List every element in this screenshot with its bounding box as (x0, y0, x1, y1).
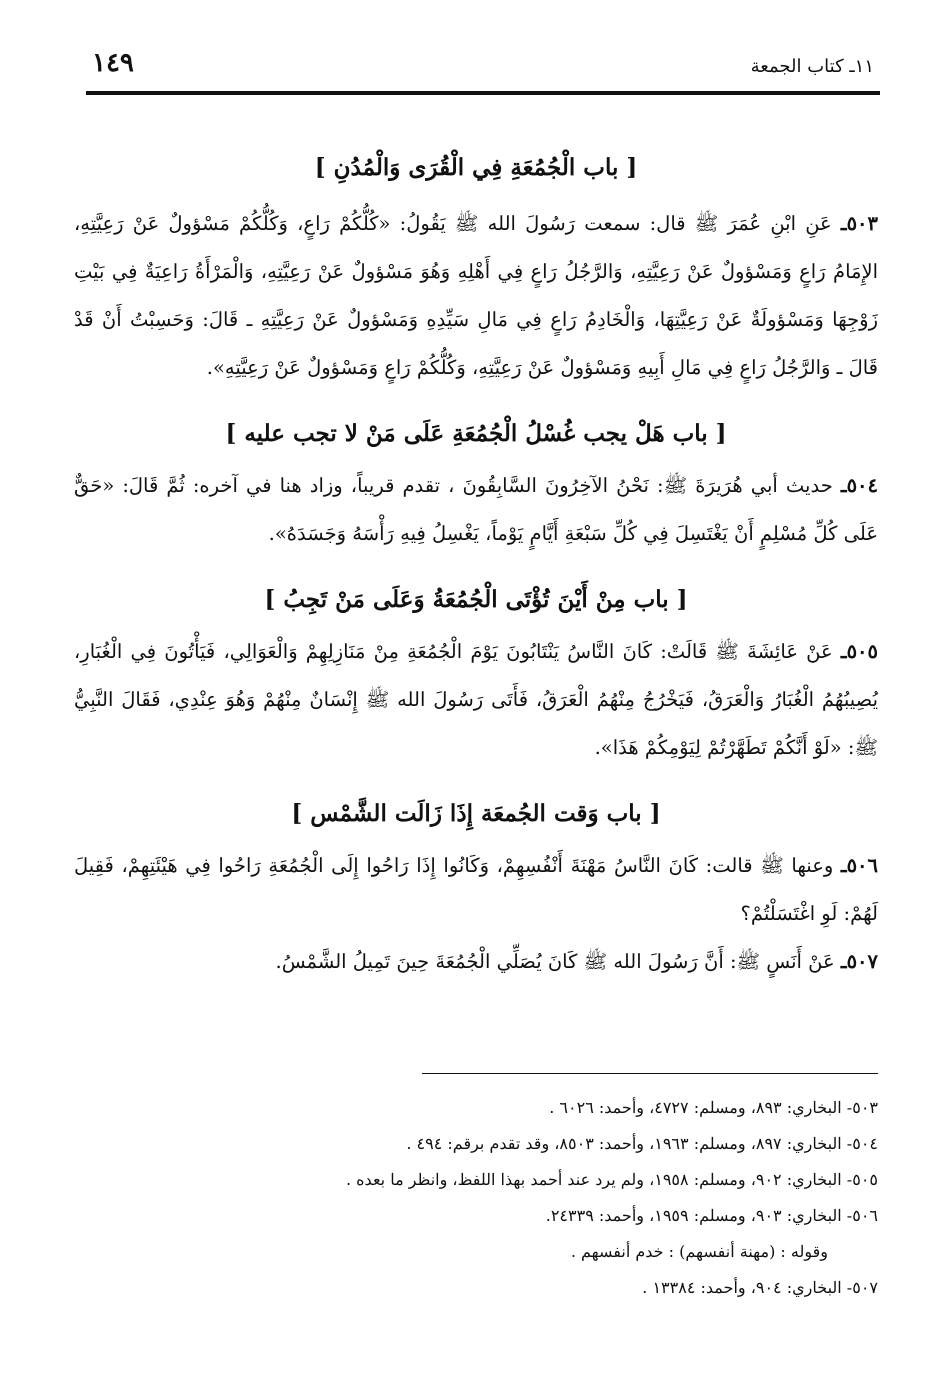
hadith-number: ٥٠٤ـ (840, 474, 878, 497)
hadith-number: ٥٠٣ـ (840, 212, 878, 235)
hadith-number: ٥٠٦ـ (840, 854, 878, 877)
hadith-paragraph (74, 628, 878, 772)
hadith-paragraph (74, 842, 878, 938)
chapter-heading: [ باب هَلْ يجب غُسْلُ الْجُمُعَةِ عَلَى مَنْ لا تجب عليه ] (225, 420, 727, 447)
hadith-paragraph (74, 462, 878, 558)
footnote: ٥٠٦- البخاري: ٩٠٣، ومسلم: ١٩٥٩، وأحمد: ٢٤٣٣٩. (545, 1206, 878, 1225)
hadith-text: عَنْ أَنَسٍ ﷺ: أَنَّ رَسُولَ الله ﷺ كَانَ يُصَلِّي الْجُمُعَةَ حِينَ تَمِيلُ الشَّمْسُ. (275, 950, 835, 973)
hadith-number: ٥٠٥ـ (840, 640, 878, 663)
footnote: ٥٠٧- البخاري: ٩٠٤، وأحمد: ١٣٣٨٤ . (642, 1278, 878, 1297)
footnote: ٥٠٤- البخاري: ٨٩٧، ومسلم: ١٩٦٣، وأحمد: ٨٥٠٣، وقد تقدم برقم: ٤٩٤ . (406, 1134, 878, 1153)
hadith-text: حديث أبي هُرَيرَةَ ﷺ: نَحْنُ الآخِرُونَ السَّابِقُونَ ، تقدم قريباً، وزاد هنا في آخره: ثُمَّ قَالَ: «حَقٌّ عَلَى كُلِّ مُسْلِمٍ أَنْ يَغْتَسِلَ فِي كُلِّ سَبْعَةِ أَيَّامٍ يَوْماً، يَغْسِلُ فِيهِ رَأْسَهُ وَجَسَدَهُ». (74, 474, 878, 545)
footnotes (86, 1090, 878, 1306)
main-text (74, 140, 878, 986)
footnote: ٥٠٥- البخاري: ٩٠٢، ومسلم: ١٩٥٨، ولم يرد عند أحمد بهذا اللفظ، وانظر ما بعده . (346, 1170, 878, 1189)
header-rule (86, 91, 880, 95)
hadith-text: وعنها ﷺ قالت: كَانَ النَّاسُ مَهْنَةَ أَنْفُسِهِمْ، وَكَانُوا إِذَا رَاحُوا إِلَى الْجُمُعَةِ رَاحُوا فِي هَيْئَتِهِمْ، فَقِيلَ لَهُمْ: لَوِ اغْتَسَلْتُمْ؟ (74, 854, 878, 925)
footnote-rule (422, 1073, 878, 1074)
hadith-paragraph (74, 200, 878, 392)
page-header (86, 48, 878, 90)
running-title: ١١ـ كتاب الجمعة (750, 56, 874, 77)
hadith-text: عَنِ ابْنِ عُمَرَ ﷺ قال: سمعت رَسُولَ الله ﷺ يَقُولُ: «كُلُّكُمْ رَاعٍ، وَكُلُّكُمْ مَسْؤولٌ عَنْ رَعِيَّتِهِ، الإِمَامُ رَاعٍ وَمَسْؤولٌ عَنْ رَعِيَّتِهِ، وَالرَّجُلُ رَاعٍ فِي أَهْلِهِ وَهُوَ مَسْؤولٌ عَنْ رَعِيَّتِهِ، وَالْمَرْأَةُ رَاعِيَةٌ فِي بَيْتِ زَوْجِهَا وَمَسْؤولَةٌ عَنْ رَعِيَّتِهَا، وَالْخَادِمُ رَاعٍ فِي مَالِ سَيِّدِهِ وَمَسْؤولٌ عَنْ رَعِيَّتِهِ ـ قَالَ: وَحَسِبْتُ أَنْ قَدْ قَالَ ـ وَالرَّجُلُ رَاعٍ فِي مَالِ أَبِيهِ وَمَسْؤولٌ عَنْ رَعِيَّتِهِ، وَكُلُّكُمْ رَاعٍ وَمَسْؤولٌ عَنْ رَعِيَّتِهِ». (74, 212, 878, 379)
footnote: ٥٠٣- البخاري: ٨٩٣، ومسلم: ٤٧٢٧، وأحمد: ٦٠٢٦ . (549, 1098, 878, 1117)
chapter-heading: [ باب الْجُمُعَةِ فِي الْقُرَى وَالْمُدُنِ ] (314, 154, 638, 181)
hadith-paragraph (74, 938, 878, 986)
hadith-text: عَنْ عَائِشَةَ ﷺ قَالَتْ: كَانَ النَّاسُ يَنْتَابُونَ يَوْمَ الْجُمُعَةِ مِنْ مَنَازِلِهِمْ وَالْعَوَالِي، فَيَأْتُونَ فِي الْغُبَارِ، يُصِيبُهُمُ الْغُبَارُ وَالْعَرَقُ، فَيَخْرُجُ مِنْهُمُ الْعَرَقُ، فَأَتَى رَسُولَ الله ﷺ إِنْسَانٌ مِنْهُمْ وَهُوَ عِنْدِي، فَقَالَ النَّبِيُّ ﷺ: «لَوْ أَنَّكُمْ تَطَهَّرْتُمْ لِيَوْمِكُمْ هَذَا». (74, 640, 878, 759)
footnote-gloss: وقوله : (مهنة أنفسهم) : خدم أنفسهم . (570, 1242, 828, 1261)
chapter-heading: [ باب مِنْ أَيْنَ تُؤْتَى الْجُمُعَةُ وَعَلَى مَنْ تَجِبُ ] (264, 586, 688, 613)
hadith-number: ٥٠٧ـ (840, 950, 878, 973)
page-number: ١٤٩ (92, 48, 134, 78)
chapter-heading: [ باب وَقت الجُمعَة إِذَا زَالَت الشَّمْس ] (291, 800, 661, 827)
